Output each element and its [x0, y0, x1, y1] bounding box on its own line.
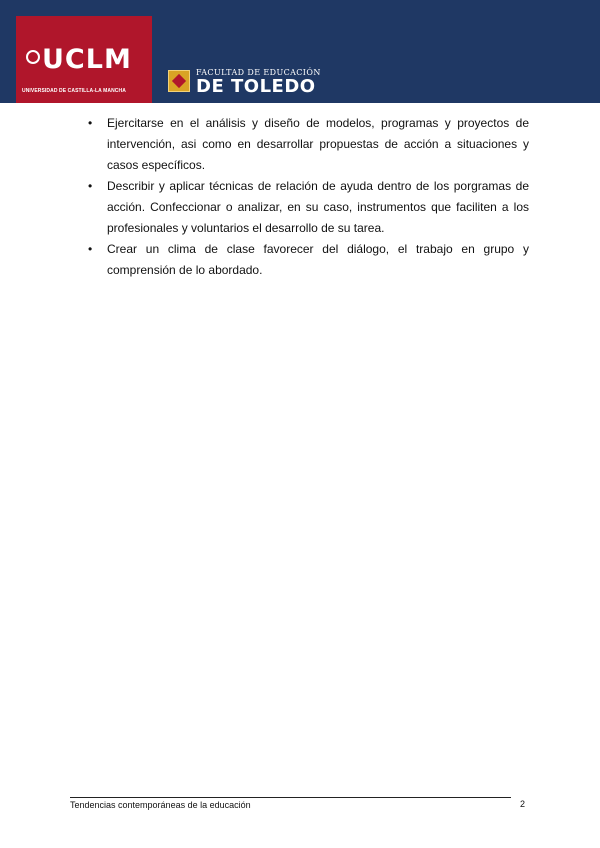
list-item: • Ejercitarse en el análisis y diseño de modelos, programas y proyectos de intervención, asi como en desarrollar propuestas de acción a situaciones y casos específicos.	[88, 113, 529, 176]
objectives-list	[88, 113, 529, 281]
page-number: 2	[520, 799, 526, 809]
faculty-name-line2: DE TOLEDO	[196, 76, 316, 97]
uclm-logo-wordmark: UCLM	[26, 46, 132, 73]
uclm-university-name: UNIVERSIDAD DE CASTILLA-LA MANCHA	[22, 88, 126, 94]
footer-title: Tendencias contemporáneas de la educación	[70, 800, 251, 810]
faculty-emblem-icon	[168, 70, 190, 92]
uclm-crest-icon	[26, 50, 40, 64]
faculty-name-line1: FACULTAD DE EDUCACIÓN	[196, 68, 321, 77]
document-body	[88, 113, 529, 281]
list-item: • Crear un clima de clase favorecer del diálogo, el trabajo en grupo y comprensión de lo abordado.	[88, 239, 529, 281]
list-item: • Describir y aplicar técnicas de relación de ayuda dentro de los porgramas de acción. Confeccionar o analizar, en su caso, instrumentos que faciliten a los profesionales y voluntarios el desarrollo de su tarea.	[88, 176, 529, 239]
footer-divider	[70, 797, 511, 798]
page-header	[0, 0, 600, 103]
